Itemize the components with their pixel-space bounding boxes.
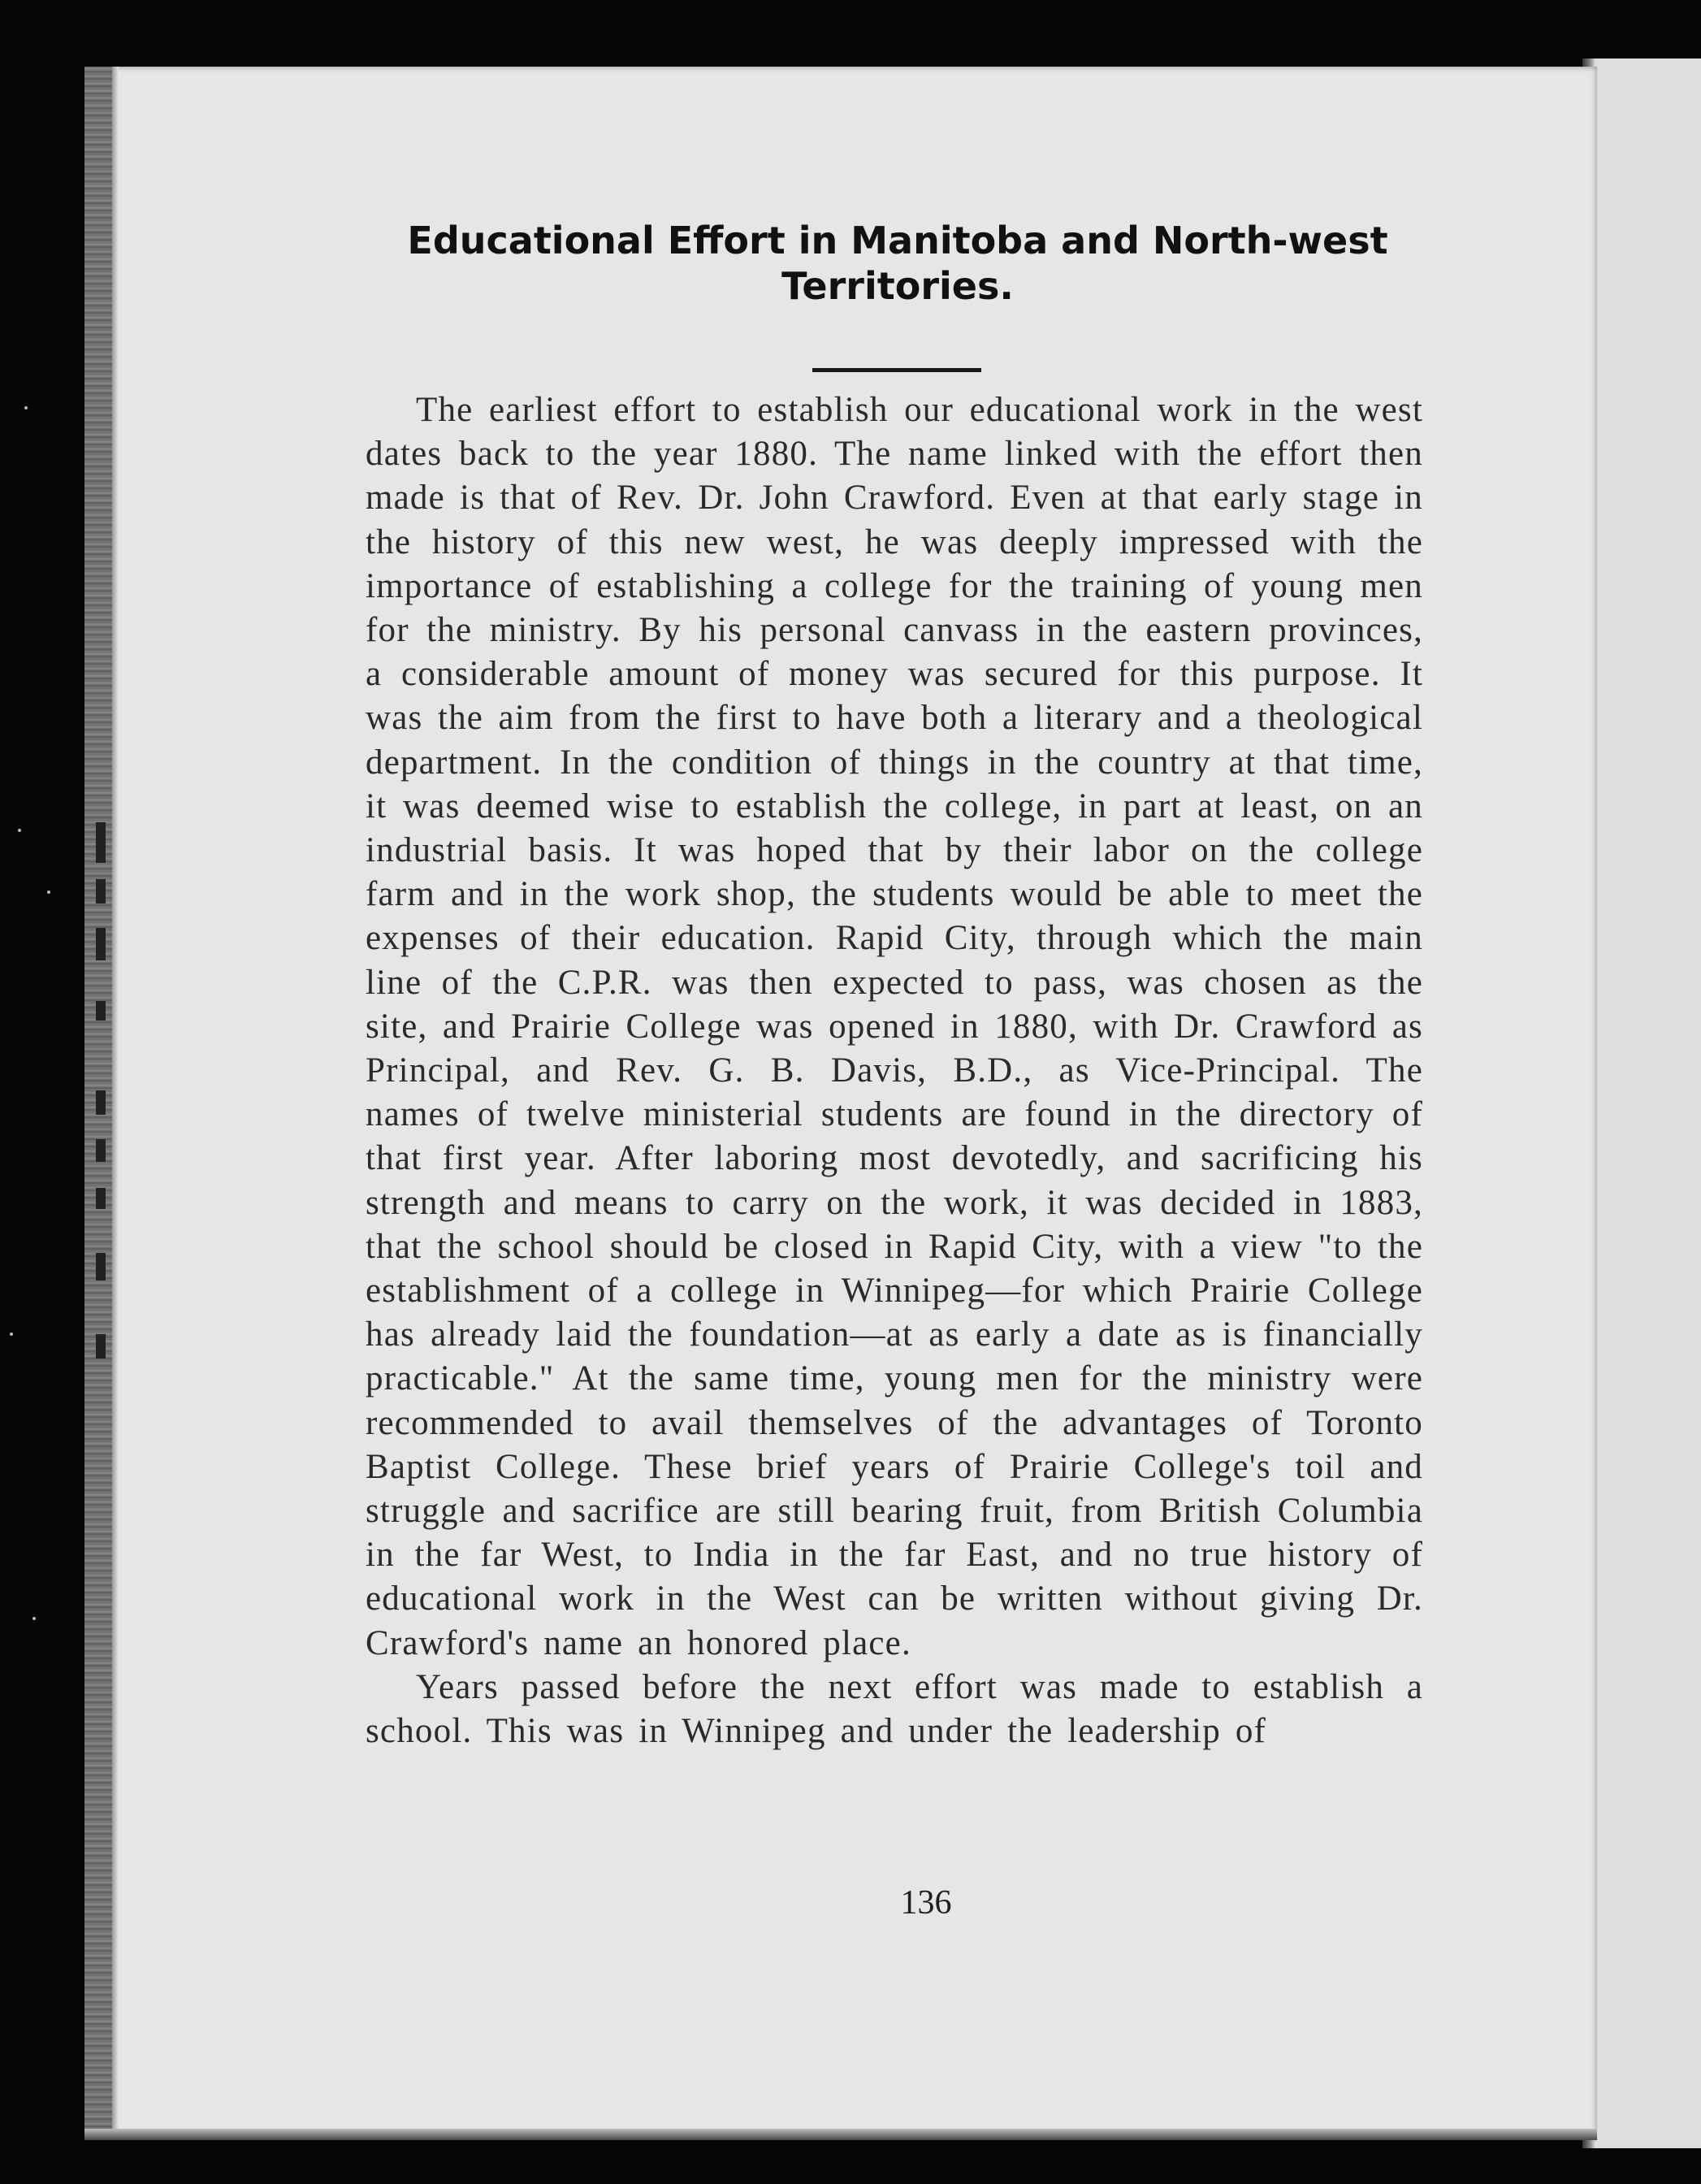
page-bottom-edge (84, 2129, 1597, 2140)
binding-mark (96, 1253, 106, 1280)
binding-mark (96, 1001, 106, 1020)
page-title: Educational Effort in Manitoba and North-west Territories. (407, 219, 1388, 308)
binding-mark (96, 879, 106, 904)
scan-speck (10, 1332, 13, 1336)
page-binding (84, 67, 112, 2140)
body-text (366, 388, 1423, 1753)
binding-mark (96, 1139, 106, 1162)
binding-mark (96, 1188, 106, 1209)
binding-mark (96, 1090, 106, 1115)
facing-page-edge (1582, 58, 1701, 2148)
scan-speck (18, 829, 21, 832)
scan-speck (32, 1617, 36, 1620)
binding-mark (96, 1334, 106, 1358)
page-number: 136 (900, 1884, 952, 1922)
binding-mark (96, 822, 106, 863)
binding-mark (96, 928, 106, 960)
paragraph: The earliest effort to establish our educational work in the west dates back to the year 1880. The name linked with the effort then made is that of Rev. Dr. John Crawford. Even at that early stage in the history of this new west, he was deeply impressed with the importance of establishing a college for the training of young men for the ministry. By his personal canvass in the eastern provinces, a considerable amount of money was secured for this purpose. It was the aim from the first to have both a literary and a theological department. In the condition of things in the country at that time, it was deemed wise to establish the college, in part at least, on an industrial basis. It was hoped that by their labor on the college farm and in the work shop, the students would be able to meet the expenses of their education. Rapid City, through which the main line of the C.P.R. was then expected to pass, was chosen as the site, and Prairie College was opened in 1880, with Dr. Crawford as Principal, and Rev. G. B. Davis, B.D., as Vice-Principal. The names of twelve ministerial students are found in the directory of that first year. After laboring most devotedly, and sacrificing his strength and means to carry on the work, it was decided in 1883, that the school should be closed in Rapid City, with a view "to the establishment of a college in Winnipeg—for which Prairie College has already laid the foundation—at as early a date as is financially practicable." At the same time, young men for the ministry were recommended to avail themselves of the advantages of Toronto Baptist College. These brief years of Prairie College's toil and struggle and sacrifice are still bearing fruit, from British Columbia in the far West, to India in the far East, and no true history of educational work in the West can be written without giving Dr. Crawford's name an honored place. (366, 391, 1423, 1662)
scan-speck (24, 406, 28, 410)
paragraph: Years passed before the next effort was made to establish a school. This was in Winnipeg and under the leadership of (366, 1667, 1423, 1751)
scan-speck (47, 890, 50, 894)
title-divider-rule (812, 368, 981, 372)
